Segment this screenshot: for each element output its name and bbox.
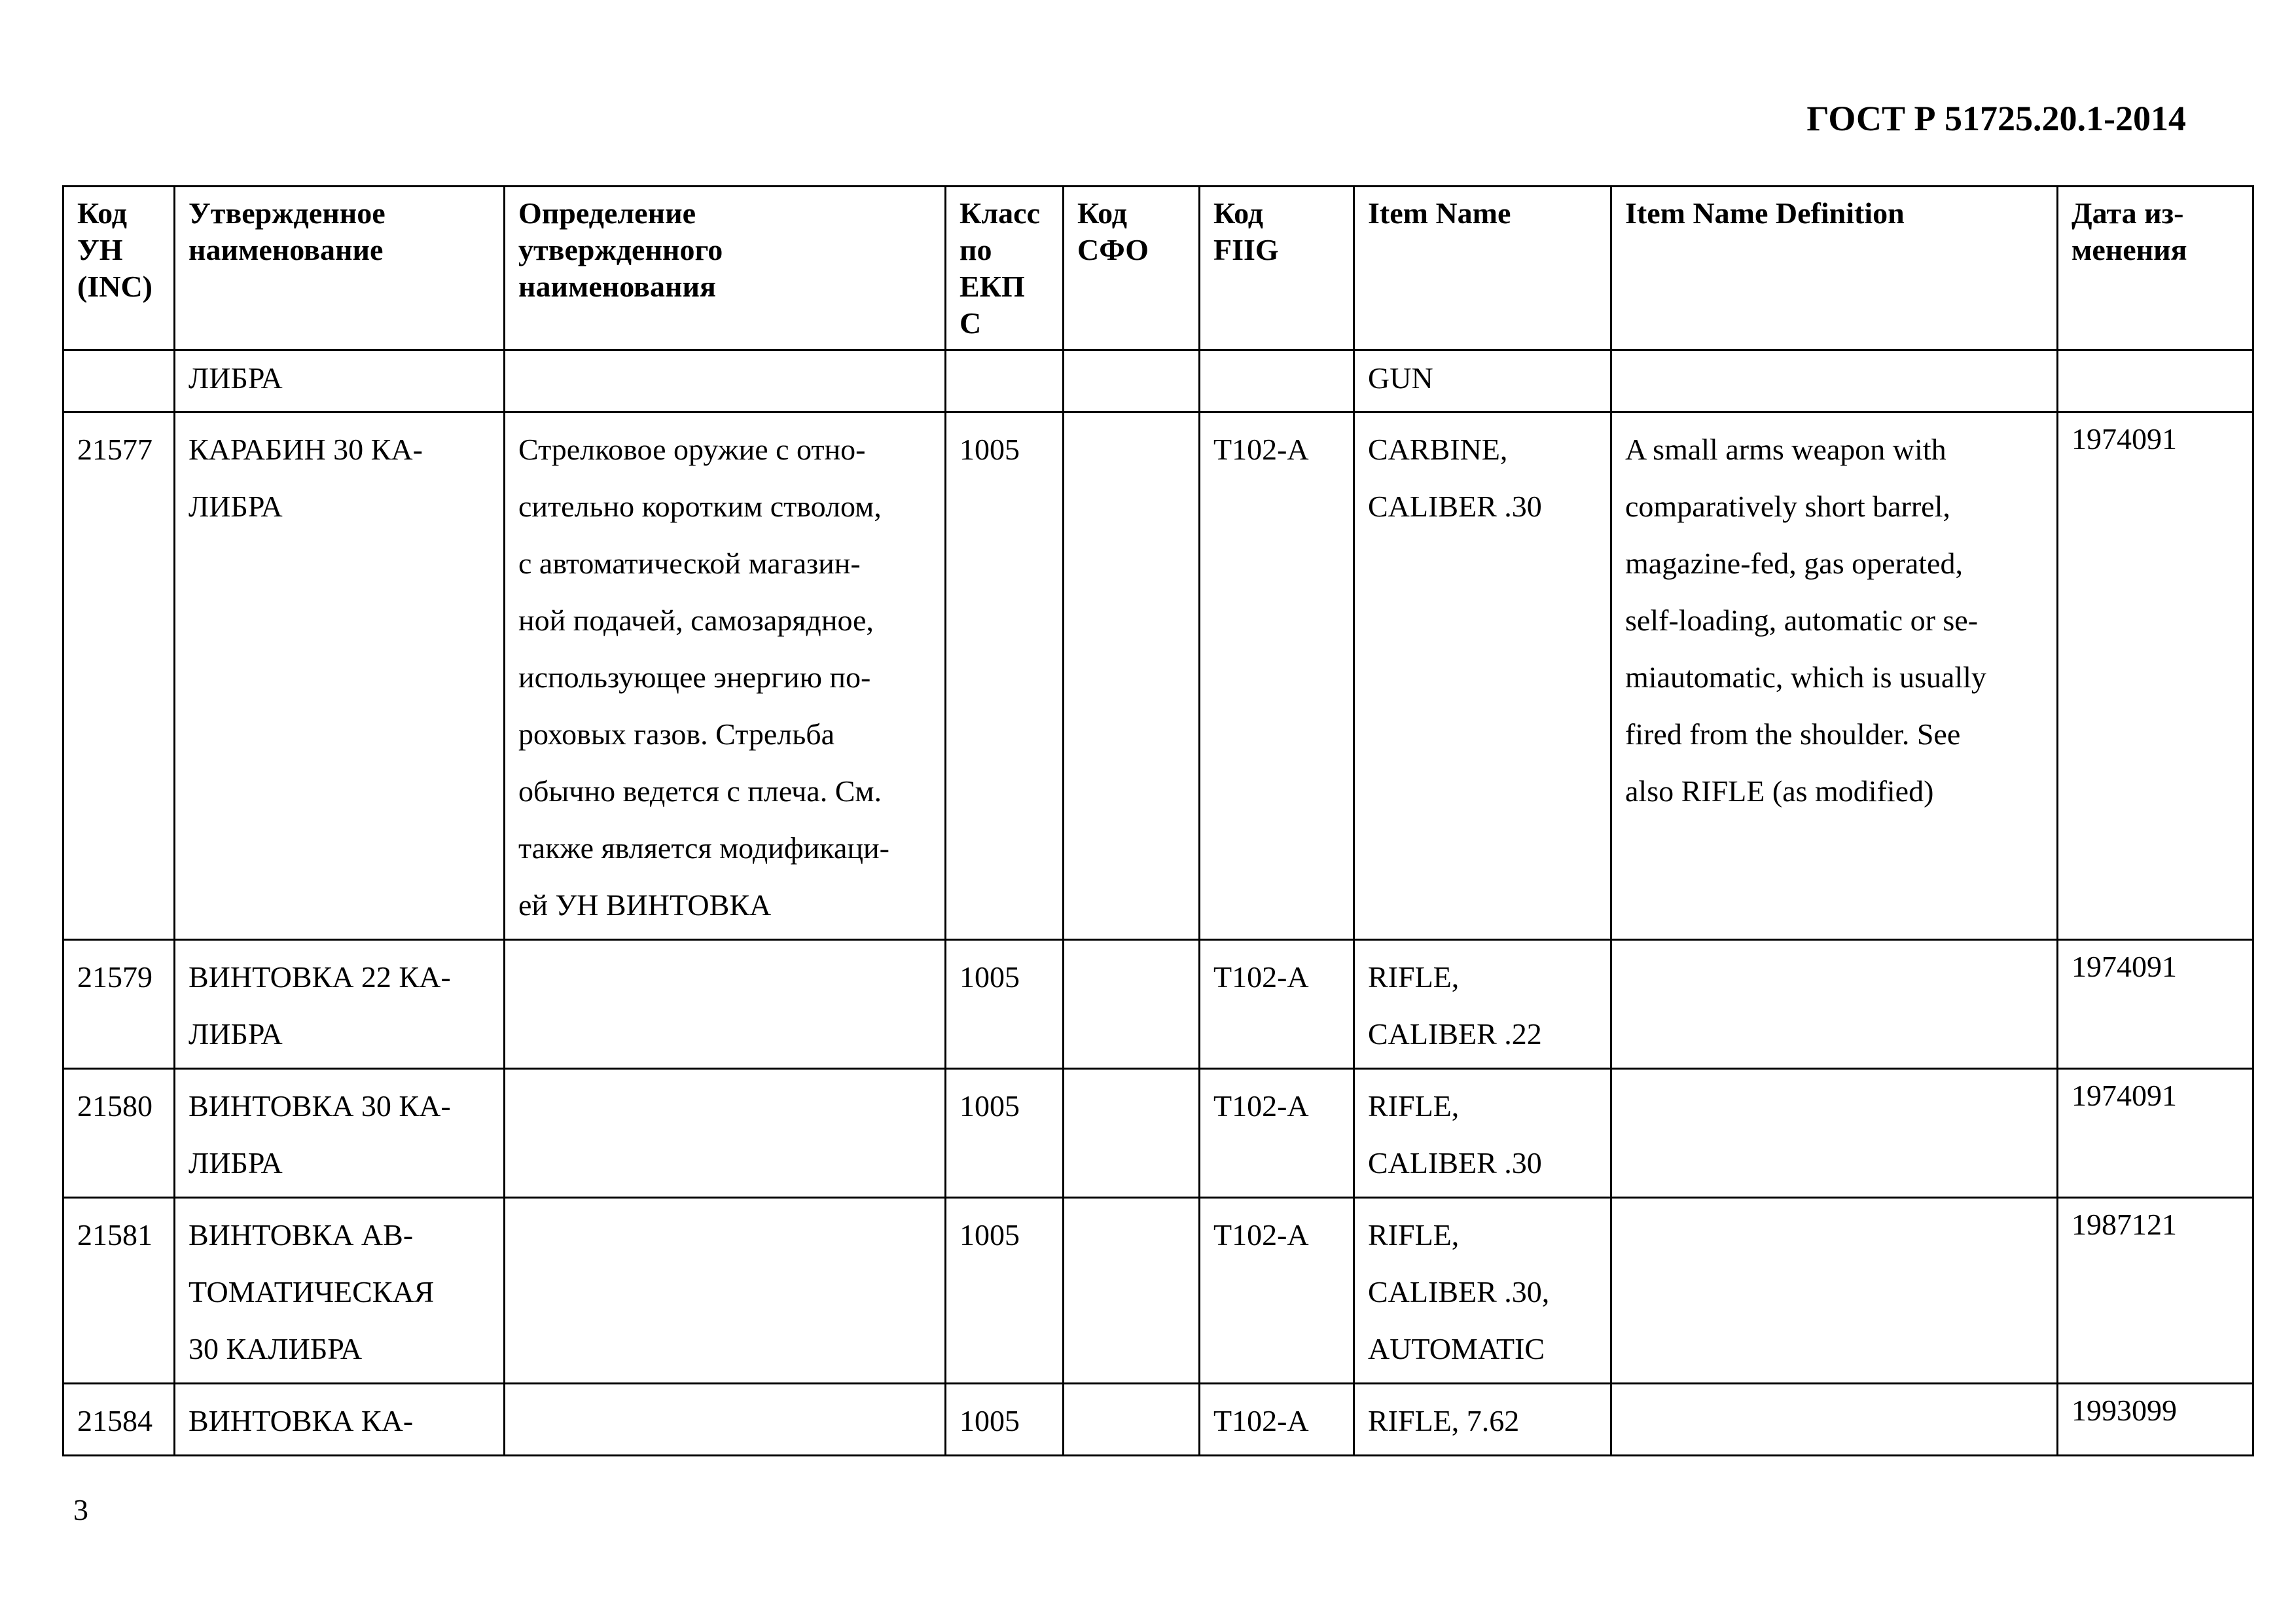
table-row: [63, 1198, 2253, 1384]
header-change-date: Дата из- менения: [2058, 187, 2253, 350]
cell-fiig: T102-A: [1200, 1198, 1354, 1384]
cell-fiig: T102-A: [1200, 412, 1354, 940]
cell-definition: [505, 940, 946, 1069]
document-standard-number: ГОСТ Р 51725.20.1-2014: [1806, 99, 2186, 138]
cell-item-name: RIFLE, CALIBER .30, AUTOMATIC: [1354, 1198, 1611, 1384]
header-item-name: Item Name: [1354, 187, 1611, 350]
cell-item-definition: [1611, 1069, 2058, 1198]
header-sfo-code: Код СФО: [1064, 187, 1200, 350]
table-row-continuation: [63, 350, 2253, 412]
cell-date: 1993099: [2058, 1384, 2253, 1456]
cell-name: ВИНТОВКА КА-: [175, 1384, 505, 1456]
table-row: [63, 1384, 2253, 1456]
table-row: [63, 1069, 2253, 1198]
cell-fiig: T102-A: [1200, 1069, 1354, 1198]
cell-fiig: [1200, 350, 1354, 412]
cell-class: 1005: [946, 412, 1064, 940]
cell-item-definition: [1611, 1384, 2058, 1456]
cell-class: [946, 350, 1064, 412]
cell-class: 1005: [946, 1198, 1064, 1384]
cell-definition: [505, 1384, 946, 1456]
cell-definition: Стрелковое оружие с отно- сительно коротким стволом, с автоматической магазин- ной подачей, самозарядное, использующее энергию по- роховых газов. Стрельба обычно ведется с плеча. См. также является модификаци- ей УН ВИНТОВКА: [505, 412, 946, 940]
cell-sfo: [1064, 1384, 1200, 1456]
cell-date: 1974091: [2058, 1069, 2253, 1198]
cell-class: 1005: [946, 940, 1064, 1069]
cell-class: 1005: [946, 1069, 1064, 1198]
cell-fiig: T102-A: [1200, 940, 1354, 1069]
cell-item-definition: [1611, 350, 2058, 412]
page-number: 3: [73, 1493, 88, 1526]
cell-name: ВИНТОВКА 22 КА- ЛИБРА: [175, 940, 505, 1069]
cell-sfo: [1064, 412, 1200, 940]
cell-inc: 21577: [63, 412, 175, 940]
header-approved-name: Утвержденное наименование: [175, 187, 505, 350]
cell-fiig: T102-A: [1200, 1384, 1354, 1456]
header-inc: Код УН (INC): [63, 187, 175, 350]
header-item-name-definition: Item Name Definition: [1611, 187, 2058, 350]
header-definition: Определение утвержденного наименования: [505, 187, 946, 350]
cell-sfo: [1064, 1198, 1200, 1384]
cell-name: ВИНТОВКА 30 КА- ЛИБРА: [175, 1069, 505, 1198]
cell-date: [2058, 350, 2253, 412]
cell-inc: [63, 350, 175, 412]
cell-item-name: RIFLE, CALIBER .22: [1354, 940, 1611, 1069]
cell-name: ЛИБРА: [175, 350, 505, 412]
cell-inc: 21579: [63, 940, 175, 1069]
cell-inc: 21580: [63, 1069, 175, 1198]
table-row: [63, 412, 2253, 940]
header-fiig-code: Код FIIG: [1200, 187, 1354, 350]
cell-item-name: CARBINE, CALIBER .30: [1354, 412, 1611, 940]
cell-name: КАРАБИН 30 КА- ЛИБРА: [175, 412, 505, 940]
cell-inc: 21584: [63, 1384, 175, 1456]
cell-item-name: GUN: [1354, 350, 1611, 412]
cell-date: 1987121: [2058, 1198, 2253, 1384]
table-row: [63, 940, 2253, 1069]
cell-item-definition: [1611, 1198, 2058, 1384]
cell-sfo: [1064, 1069, 1200, 1198]
cell-date: 1974091: [2058, 412, 2253, 940]
cell-date: 1974091: [2058, 940, 2253, 1069]
cell-item-definition: A small arms weapon with comparatively short barrel, magazine-fed, gas operated, self-loading, automatic or se- miautomatic, which is usually fired from the shoulder. See also RIFLE (as modified): [1611, 412, 2058, 940]
cell-sfo: [1064, 350, 1200, 412]
cell-definition: [505, 1069, 946, 1198]
cell-item-name: RIFLE, CALIBER .30: [1354, 1069, 1611, 1198]
table-header-row: [63, 187, 2253, 350]
item-names-table: [62, 185, 2254, 1456]
cell-definition: [505, 350, 946, 412]
cell-inc: 21581: [63, 1198, 175, 1384]
cell-item-definition: [1611, 940, 2058, 1069]
cell-name: ВИНТОВКА АВ- ТОМАТИЧЕСКАЯ 30 КАЛИБРА: [175, 1198, 505, 1384]
cell-item-name: RIFLE, 7.62: [1354, 1384, 1611, 1456]
header-class: Класс по ЕКП С: [946, 187, 1064, 350]
cell-sfo: [1064, 940, 1200, 1069]
cell-definition: [505, 1198, 946, 1384]
cell-class: 1005: [946, 1384, 1064, 1456]
